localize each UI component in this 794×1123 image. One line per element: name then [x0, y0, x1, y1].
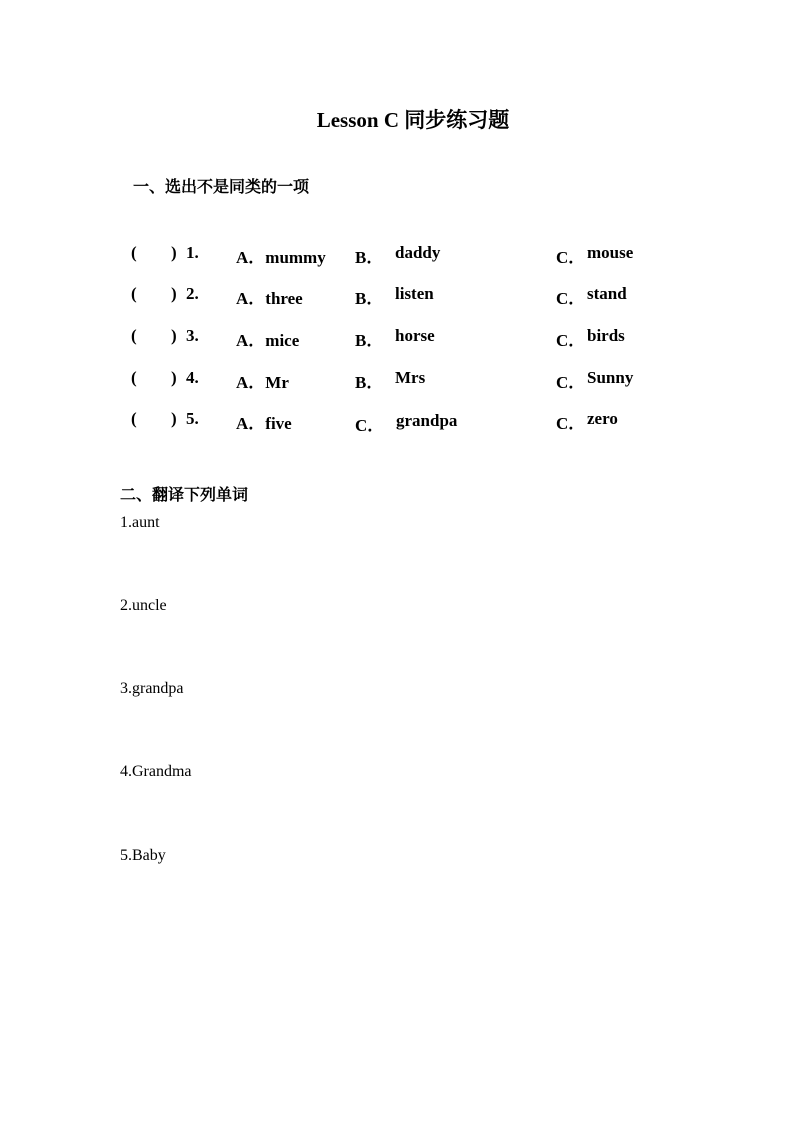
vocab-item-4: 4.Grandma — [120, 763, 192, 780]
option-a-label: A． — [236, 289, 266, 308]
option-b-label: B． — [355, 289, 384, 308]
question-number: 4. — [186, 368, 199, 387]
vocab-item-3: 3.grandpa — [120, 680, 184, 697]
option-a — [236, 409, 292, 434]
option-c-text: Sunny — [587, 368, 634, 387]
answer-paren-open: ( — [131, 409, 137, 428]
option-a-text: Mr — [265, 373, 289, 392]
option-c-text: stand — [587, 284, 627, 303]
option-c-text: zero — [587, 409, 618, 428]
option-a-label: A． — [236, 373, 266, 392]
answer-paren-open: ( — [131, 243, 137, 262]
option-b-text: daddy — [395, 243, 441, 262]
page-title: Lesson C 同步练习题 — [316, 108, 510, 132]
section1-heading: 一、选出不是同类的一项 — [133, 179, 310, 196]
vocab-item-1: 1.aunt — [120, 514, 160, 531]
option-a — [236, 326, 299, 351]
answer-paren-close: ) — [171, 243, 177, 262]
question-number: 1. — [186, 243, 199, 262]
answer-paren-close: ) — [171, 284, 177, 303]
answer-paren-open: ( — [131, 368, 137, 387]
answer-paren-open: ( — [131, 326, 137, 345]
option-a-label: A． — [236, 248, 266, 267]
option-a — [236, 368, 289, 393]
option-a-label: A． — [236, 331, 266, 350]
option-a-text: three — [265, 289, 303, 308]
option-b-text: Mrs — [395, 368, 426, 387]
option-c-text: birds — [587, 326, 625, 345]
option-a-text: mice — [265, 331, 300, 350]
option-b-label: B． — [355, 373, 384, 392]
option-b-label: C． — [355, 416, 385, 435]
vocab-item-2: 2.uncle — [120, 597, 167, 614]
option-b-label: B． — [355, 248, 384, 267]
option-b-text: horse — [395, 326, 435, 345]
option-b-label: B． — [355, 331, 384, 350]
option-c-label: C． — [556, 248, 586, 267]
option-c-label: C． — [556, 331, 586, 350]
section2-heading: 二、翻译下列单词 — [120, 487, 249, 504]
answer-paren-close: ) — [171, 409, 177, 428]
question-number: 3. — [186, 326, 199, 345]
option-a — [236, 284, 303, 309]
question-number: 2. — [186, 284, 199, 303]
option-a — [236, 243, 326, 268]
option-a-label: A． — [236, 414, 266, 433]
answer-paren-close: ) — [171, 368, 177, 387]
question-number: 5. — [186, 409, 199, 428]
option-c-label: C． — [556, 373, 586, 392]
option-b-text: grandpa — [396, 411, 458, 430]
option-c-label: C． — [556, 289, 586, 308]
option-c-label: C． — [556, 414, 586, 433]
option-a-text: mummy — [265, 248, 326, 267]
option-a-text: five — [265, 414, 292, 433]
vocab-item-5: 5.Baby — [120, 847, 166, 864]
option-b-text: listen — [395, 284, 434, 303]
option-c-text: mouse — [587, 243, 634, 262]
answer-paren-close: ) — [171, 326, 177, 345]
answer-paren-open: ( — [131, 284, 137, 303]
